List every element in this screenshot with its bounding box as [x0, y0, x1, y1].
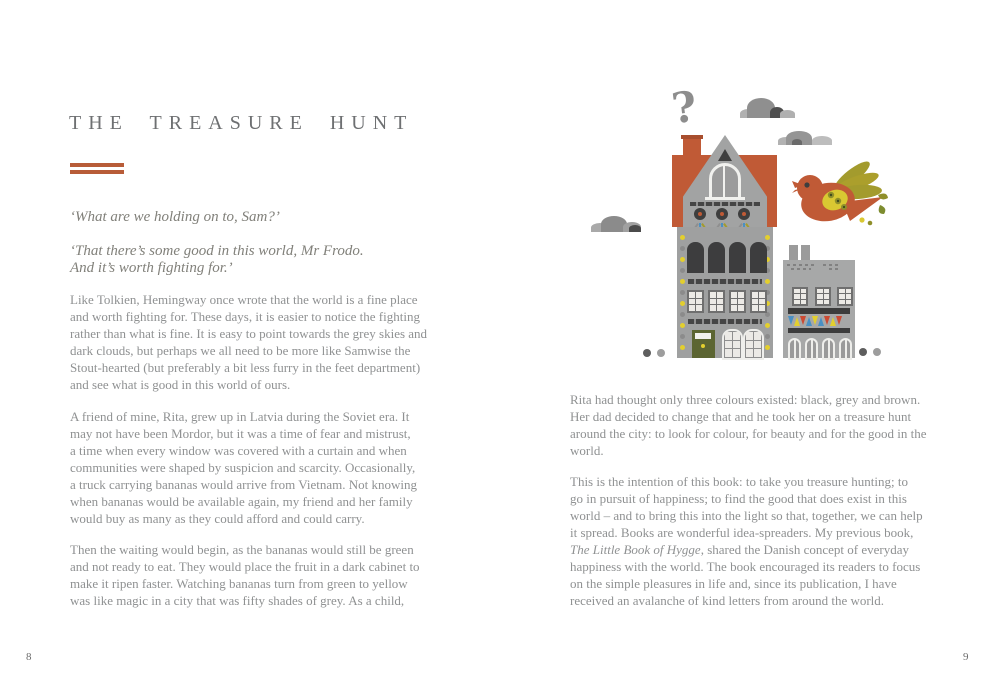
chapter-title: THE TREASURE HUNT — [69, 112, 414, 134]
town-illustration — [560, 81, 960, 390]
paned-window — [729, 290, 746, 313]
arched-window — [729, 242, 746, 273]
arched-window — [822, 338, 835, 360]
title-rule-bottom — [70, 170, 124, 174]
paned-window — [837, 287, 853, 306]
floor-strip — [788, 328, 850, 333]
floor-strip — [788, 308, 850, 314]
left-paragraph-2: A friend of mine, Rita, grew up in Latvia during the Soviet era. It may not have been Mordor, but it was a time of fear and mistrust, a time when every window was covered with a curtain and when communities were shaped by suspicion and scarcity. Occasionally, a truck carrying bananas would arrive from Vietnam. Not knowing when bananas would be available again, my friend and her family would buy as many as they could afford and could carry. — [70, 409, 417, 526]
paned-window — [792, 287, 808, 306]
wreath-ornament — [694, 208, 706, 220]
facade-lights-left — [680, 235, 685, 356]
chimney-cap — [681, 135, 703, 139]
roof-tile-marks — [823, 264, 841, 266]
arched-window — [839, 338, 852, 360]
question-mark-smoke-icon: ? — [669, 81, 700, 134]
floor-strip — [688, 319, 762, 324]
roof-tile-marks — [829, 268, 841, 270]
ground-pebble — [643, 349, 651, 357]
roof-tile-marks — [791, 268, 811, 270]
chimney-stack — [801, 245, 810, 260]
arched-window — [805, 338, 818, 360]
neighbour-building — [783, 260, 855, 358]
epigraph-quote-2: ‘That there’s some good in this world, Mr Frodo. And it’s worth fighting for.’ — [70, 243, 364, 276]
attic-window-sill — [705, 197, 745, 200]
page-number-left: 8 — [26, 651, 32, 663]
paned-window — [750, 290, 767, 313]
ground-floor-window — [743, 329, 764, 360]
house-facade — [677, 227, 773, 358]
arched-window — [708, 242, 725, 273]
right-paragraph-2: This is the intention of this book: to take you treasure hunting; to go in pursuit of happiness; to find the good that does exist in this world – and to bring this into the light so that, together, we can help it spread. Books are wonderful idea-spreaders. My previous book, The Little Book of Hygge, shared the Danish concept of everyday happiness with the world. The book encouraged its readers to focus on the simple pleasures in life and, since its publication, I have received an avalanche of kind letters from around the world. — [570, 474, 923, 608]
right-paragraph-1: Rita had thought only three colours existed: black, grey and brown. Her dad decided to change that and he took her on a treasure hunt around the city: to look for colour, for beauty and for the good in the world. — [570, 392, 927, 458]
roof-tile-marks — [787, 264, 815, 266]
floor-strip — [688, 279, 762, 284]
epigraph-quote-1: ‘What are we holding on to, Sam?’ — [70, 209, 280, 225]
door-sign — [695, 333, 711, 339]
paned-window — [687, 290, 704, 313]
ground-pebble — [657, 349, 665, 357]
bird-icon — [790, 150, 890, 240]
door-knob — [701, 344, 705, 348]
left-paragraph-1: Like Tolkien, Hemingway once wrote that the world is a fine place and worth fighting for. These days, it is easier to notice the fighting rather than what is fine. It is easy to point towards the grey skies and dark clouds, but perhaps we all need to be more like Samwise the Stout-hearted (but preferably a bit less furry in the feet department) and see what is good in this world of ours. — [70, 292, 428, 392]
ground-pebble — [873, 348, 881, 356]
title-rule-top — [70, 163, 124, 167]
gable-ornament — [718, 149, 732, 161]
left-paragraph-3: Then the waiting would begin, as the bananas would still be green and not ready to eat. They would place the fruit in a dark cabinet to make it ripen faster. Watching bananas turn from green to yellow was like magic in a city that was fifty shades of grey. As a child, — [70, 542, 420, 608]
cloud-icon — [778, 125, 838, 145]
cloud-icon — [591, 205, 647, 232]
front-door — [692, 330, 715, 358]
cloud-icon — [740, 91, 795, 118]
paned-window — [708, 290, 725, 313]
arched-window — [788, 338, 801, 360]
ground-floor-window — [722, 329, 743, 360]
bunting-flags — [788, 316, 850, 326]
paned-window — [815, 287, 831, 306]
cornice-strip — [690, 202, 760, 206]
attic-window — [709, 163, 741, 200]
wreath-ornament — [738, 208, 750, 220]
arched-window — [750, 242, 767, 273]
page-number-right: 9 — [963, 651, 969, 663]
arched-window — [687, 242, 704, 273]
chimney-stack — [789, 245, 798, 260]
ground-pebble — [859, 348, 867, 356]
wreath-ornament — [716, 208, 728, 220]
